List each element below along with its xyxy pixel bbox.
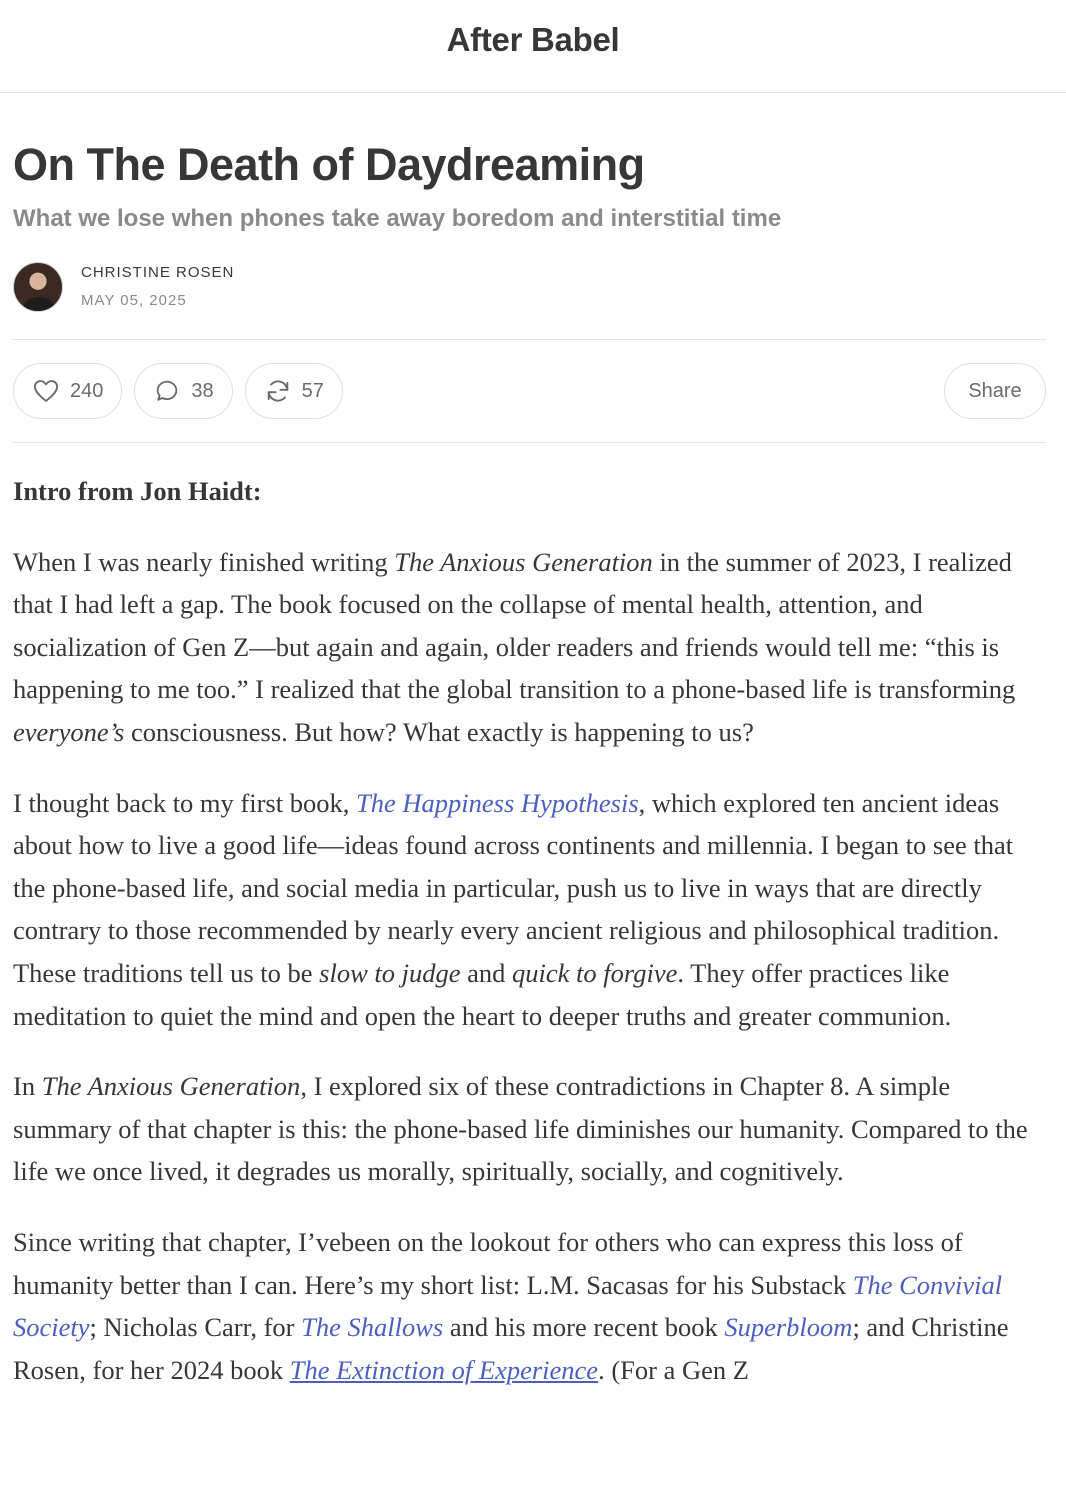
publication-header bbox=[0, 0, 1066, 93]
book-title-anxious-generation: The Anxious Generation bbox=[41, 1071, 301, 1102]
text: . They offer practices like meditation to quiet the mind and open the heart to deeper truths and greater communion. bbox=[13, 957, 952, 1031]
byline-text bbox=[81, 263, 234, 311]
heart-icon bbox=[32, 377, 60, 405]
text: consciousness. But how? What exactly is happening to us? bbox=[124, 716, 754, 747]
text: In bbox=[13, 1071, 42, 1102]
article-body bbox=[13, 470, 1046, 1391]
link-the-shallows[interactable]: The Shallows bbox=[301, 1312, 444, 1343]
link-extinction-of-experience[interactable]: The Extinction of Experience bbox=[289, 1354, 599, 1385]
link-happiness-hypothesis[interactable]: The Happiness Hypothesis bbox=[356, 787, 639, 818]
byline bbox=[13, 261, 1046, 313]
divider-bottom bbox=[13, 442, 1046, 443]
emphasis-everyones: everyone’s bbox=[13, 716, 125, 747]
post-content bbox=[13, 93, 1046, 1391]
emphasis-quick-to-forgive: quick to forgive bbox=[512, 957, 678, 988]
text: I thought back to my first book, bbox=[13, 787, 356, 818]
text: and his more recent book bbox=[443, 1312, 725, 1343]
intro-label: Intro from Jon Haidt: bbox=[13, 476, 262, 506]
restack-button[interactable] bbox=[245, 363, 343, 419]
restack-icon bbox=[264, 377, 292, 405]
text: When I was nearly finished writing bbox=[13, 546, 395, 577]
text: . (For a Gen Z bbox=[598, 1354, 749, 1385]
like-button[interactable] bbox=[13, 363, 122, 419]
paragraph-2 bbox=[13, 782, 1046, 1038]
text: ; Nicholas Carr, for bbox=[89, 1312, 302, 1343]
text: Since writing that chapter, I’vebeen on the lookout for others who can express this loss of humanity better than I can. Here’s my short list: L.M. Sacasas for his Substack bbox=[13, 1226, 963, 1300]
post-subtitle: What we lose when phones take away boredom and interstitial time bbox=[13, 205, 782, 232]
post-title: On The Death of Daydreaming bbox=[13, 139, 645, 190]
link-convivial-society[interactable]: The Convivial Society bbox=[13, 1269, 1003, 1343]
author-name[interactable]: CHRISTINE ROSEN bbox=[81, 264, 235, 281]
emphasis-slow-to-judge: slow to judge bbox=[319, 957, 461, 988]
share-button[interactable]: Share bbox=[944, 363, 1046, 419]
text: in the summer of 2023, I realized that I had left a gap. The book focused on the collapse of mental health, attention, and socialization of Gen Z—but again and again, older readers and friends would tell me: “this is happening to me too.” I realized that the global transition to a phone-based life is transforming bbox=[13, 546, 1016, 705]
restack-count: 57 bbox=[301, 379, 324, 402]
post-actions-bar bbox=[13, 340, 1046, 442]
post-date: MAY 05, 2025 bbox=[81, 292, 187, 309]
book-title-anxious-generation: The Anxious Generation bbox=[394, 546, 653, 577]
text: ; and Christine Rosen, for her 2024 book bbox=[13, 1312, 1009, 1385]
comment-button[interactable] bbox=[134, 363, 232, 419]
like-count: 240 bbox=[70, 379, 104, 402]
link-superbloom[interactable]: Superbloom bbox=[724, 1312, 853, 1343]
publication-name[interactable]: After Babel bbox=[446, 21, 620, 58]
paragraph-3 bbox=[13, 1065, 1046, 1193]
text: , I explored six of these contradictions in Chapter 8. A simple summary of that chapter is this: the phone-based life diminishes our humanity. Compared to the life we once lived, it degrades us morally, spiritually, socially, and cognitively. bbox=[13, 1071, 1028, 1187]
comment-count: 38 bbox=[191, 379, 214, 402]
author-avatar[interactable] bbox=[13, 262, 63, 312]
text: , which explored ten ancient ideas about how to live a good life—ideas found across continents and millennia. I began to see that the phone-based life, and social media in particular, push us to live in ways that are directly contrary to those recommended by nearly every ancient religious and philosophical tradition. These traditions tell us to be bbox=[13, 787, 1014, 988]
text: and bbox=[460, 957, 513, 988]
comment-icon bbox=[153, 377, 181, 405]
paragraph-1 bbox=[13, 541, 1046, 754]
paragraph-4 bbox=[13, 1221, 1046, 1391]
